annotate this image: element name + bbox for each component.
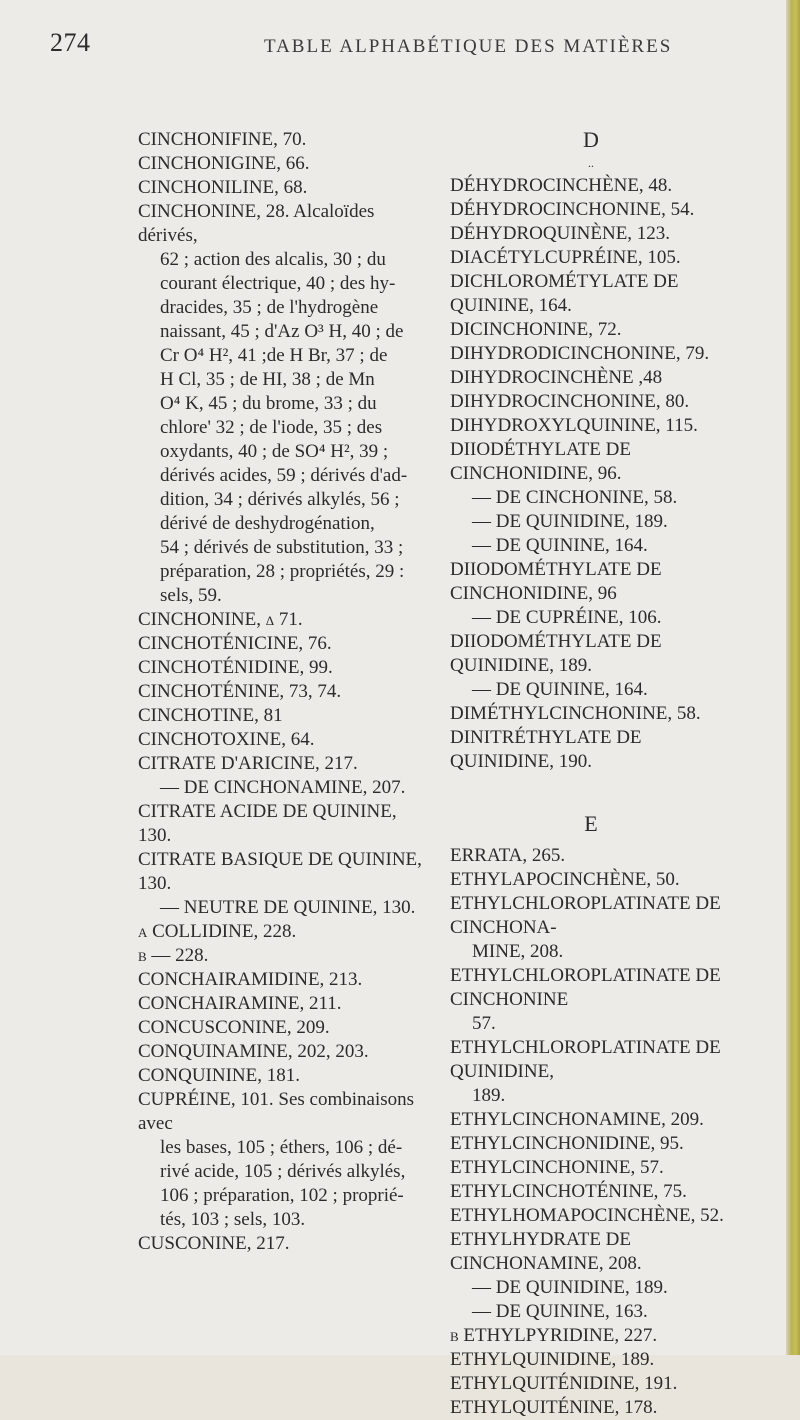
index-line: — DE QUINIDINE, 189. bbox=[472, 511, 668, 532]
index-line: — DE QUINIDINE, 189. bbox=[472, 1277, 668, 1298]
index-line: ERRATA, 265. bbox=[450, 845, 566, 866]
index-line: CITRATE ACIDE DE QUININE, 130. bbox=[138, 801, 397, 846]
index-line: DIHYDROCINCHONINE, 80. bbox=[450, 391, 690, 412]
index-line: ETHYLCINCHOTÉNINE, 75. bbox=[450, 1181, 687, 1202]
index-line: 106 ; préparation, 102 ; proprié- bbox=[160, 1185, 404, 1206]
index-line: ETHYLQUITÉNIDINE, 191. bbox=[450, 1373, 678, 1394]
index-line: préparation, 28 ; propriétés, 29 : bbox=[160, 561, 405, 582]
index-line: chlore' 32 ; de l'iode, 35 ; des bbox=[160, 417, 383, 438]
page-header bbox=[50, 28, 750, 68]
index-line: dition, 34 ; dérivés alkylés, 56 ; bbox=[160, 489, 400, 510]
index-line: 62 ; action des alcalis, 30 ; du bbox=[160, 249, 386, 270]
index-line: CONCHAIRAMINE, 211. bbox=[138, 993, 342, 1014]
page-number: 274 bbox=[50, 28, 91, 57]
index-line: CINCHONINE, 28. Alcaloïdes dérivés, bbox=[138, 201, 375, 246]
index-line: ETHYLCHLOROPLATINATE DE CINCHONINE bbox=[450, 965, 721, 1010]
index-line: naissant, 45 ; d'Az O³ H, 40 ; de bbox=[160, 321, 404, 342]
index-line: CUPRÉINE, 101. Ses combinaisons avec bbox=[138, 1089, 415, 1134]
index-line: les bases, 105 ; éthers, 106 ; dé- bbox=[160, 1137, 403, 1158]
index-line: ETHYLQUITÉNINE, 178. bbox=[450, 1397, 658, 1418]
index-line: CINCHONINE, δ 71. bbox=[138, 609, 303, 630]
index-line: DÉHYDROQUINÈNE, 123. bbox=[450, 223, 671, 244]
index-line: sels, 59. bbox=[160, 585, 222, 606]
index-line: O⁴ K, 45 ; du brome, 33 ; du bbox=[160, 393, 377, 414]
index-line: — DE QUININE, 164. bbox=[472, 535, 648, 556]
index-line: DIMÉTHYLCINCHONINE, 58. bbox=[450, 703, 701, 724]
index-line: DIACÉTYLCUPRÉINE, 105. bbox=[450, 247, 681, 268]
index-line: DIHYDROXYLQUININE, 115. bbox=[450, 415, 698, 436]
index-line: ETHYLHOMAPOCINCHÈNE, 52. bbox=[450, 1205, 724, 1226]
index-line: — DE QUININE, 164. bbox=[472, 679, 648, 700]
index-line: β — 228. bbox=[138, 945, 209, 966]
index-line: 57. bbox=[472, 1013, 496, 1034]
index-line: DIHYDROCINCHÈNE ,48 bbox=[450, 367, 663, 388]
index-line: ETHYLAPOCINCHÈNE, 50. bbox=[450, 869, 680, 890]
index-line: ETHYLCINCHONAMINE, 209. bbox=[450, 1109, 704, 1130]
index-line: DINITRÉTHYLATE DE QUINIDINE, 190. bbox=[450, 727, 642, 772]
section-letter-e: E bbox=[584, 811, 598, 836]
index-line: CONCUSCONINE, 209. bbox=[138, 1017, 330, 1038]
section-letter-d: D bbox=[583, 127, 599, 152]
index-line: ETHYLQUINIDINE, 189. bbox=[450, 1349, 655, 1370]
index-line: CINCHOTÉNICINE, 76. bbox=[138, 633, 332, 654]
index-column-left bbox=[138, 128, 430, 1256]
index-line: ETHYLCHLOROPLATINATE DE CINCHONA- bbox=[450, 893, 721, 938]
index-line: courant électrique, 40 ; des hy- bbox=[160, 273, 396, 294]
index-line: DIIODOMÉTHYLATE DE CINCHONIDINE, 96 bbox=[450, 559, 662, 604]
index-line: CONQUINAMINE, 202, 203. bbox=[138, 1041, 369, 1062]
index-line: CONCHAIRAMIDINE, 213. bbox=[138, 969, 363, 990]
index-line: MINE, 208. bbox=[472, 941, 564, 962]
index-line: 54 ; dérivés de substitution, 33 ; bbox=[160, 537, 404, 558]
index-line: CINCHONILINE, 68. bbox=[138, 177, 308, 198]
index-line: ETHYLCINCHONINE, 57. bbox=[450, 1157, 664, 1178]
index-line: dracides, 35 ; de l'hydrogène bbox=[160, 297, 379, 318]
index-line: dérivé de deshydrogénation, bbox=[160, 513, 375, 534]
index-line: tés, 103 ; sels, 103. bbox=[160, 1209, 306, 1230]
index-line: CINCHOTOXINE, 64. bbox=[138, 729, 315, 750]
index-line: oxydants, 40 ; de SO⁴ H², 39 ; bbox=[160, 441, 389, 462]
index-line: CITRATE D'ARICINE, 217. bbox=[138, 753, 358, 774]
index-line: ETHYLCHLOROPLATINATE DE QUINIDINE, bbox=[450, 1037, 721, 1082]
index-line: — NEUTRE DE QUININE, 130. bbox=[160, 897, 416, 918]
index-line: CINCHOTÉNINE, 73, 74. bbox=[138, 681, 342, 702]
index-line: DIIODÉTHYLATE DE CINCHONIDINE, 96. bbox=[450, 439, 631, 484]
index-line: — DE CINCHONAMINE, 207. bbox=[160, 777, 406, 798]
running-title: TABLE ALPHABÉTIQUE DES MATIÈRES bbox=[264, 36, 673, 57]
index-line: DICHLOROMÉTYLATE DE QUININE, 164. bbox=[450, 271, 679, 316]
index-line: CINCHOTÉNIDINE, 99. bbox=[138, 657, 333, 678]
index-line: ETHYLHYDRATE DE CINCHONAMINE, 208. bbox=[450, 1229, 642, 1274]
index-line: CINCHONIFINE, 70. bbox=[138, 129, 307, 150]
index-line: — DE CINCHONINE, 58. bbox=[472, 487, 678, 508]
index-line: DICINCHONINE, 72. bbox=[450, 319, 622, 340]
index-line: CUSCONINE, 217. bbox=[138, 1233, 290, 1254]
index-line: DIHYDRODICINCHONINE, 79. bbox=[450, 343, 710, 364]
printer-mark: .. bbox=[588, 156, 594, 170]
index-line: 189. bbox=[472, 1085, 506, 1106]
index-column-right bbox=[450, 128, 732, 1420]
index-line: α COLLIDINE, 228. bbox=[138, 921, 297, 942]
index-line: CITRATE BASIQUE DE QUININE, 130. bbox=[138, 849, 422, 894]
section-gap bbox=[450, 774, 732, 804]
index-line: DÉHYDROCINCHONINE, 54. bbox=[450, 199, 695, 220]
index-line: ETHYLCINCHONIDINE, 95. bbox=[450, 1133, 684, 1154]
index-line: CONQUININE, 181. bbox=[138, 1065, 301, 1086]
book-edge bbox=[786, 0, 800, 1355]
index-line: Cr O⁴ H², 41 ;de H Br, 37 ; de bbox=[160, 345, 388, 366]
index-line: DIIODOMÉTHYLATE DE QUINIDINE, 189. bbox=[450, 631, 662, 676]
index-line: H Cl, 35 ; de HI, 38 ; de Mn bbox=[160, 369, 375, 390]
index-line: CINCHONIGINE, 66. bbox=[138, 153, 310, 174]
index-line: β ETHYLPYRIDINE, 227. bbox=[450, 1325, 658, 1346]
index-line: DÉHYDROCINCHÈNE, 48. bbox=[450, 175, 673, 196]
index-line: dérivés acides, 59 ; dérivés d'ad- bbox=[160, 465, 408, 486]
index-line: — DE QUININE, 163. bbox=[472, 1301, 648, 1322]
index-line: CINCHOTINE, 81 bbox=[138, 705, 283, 726]
index-line: — DE CUPRÉINE, 106. bbox=[472, 607, 662, 628]
index-line: rivé acide, 105 ; dérivés alkylés, bbox=[160, 1161, 406, 1182]
